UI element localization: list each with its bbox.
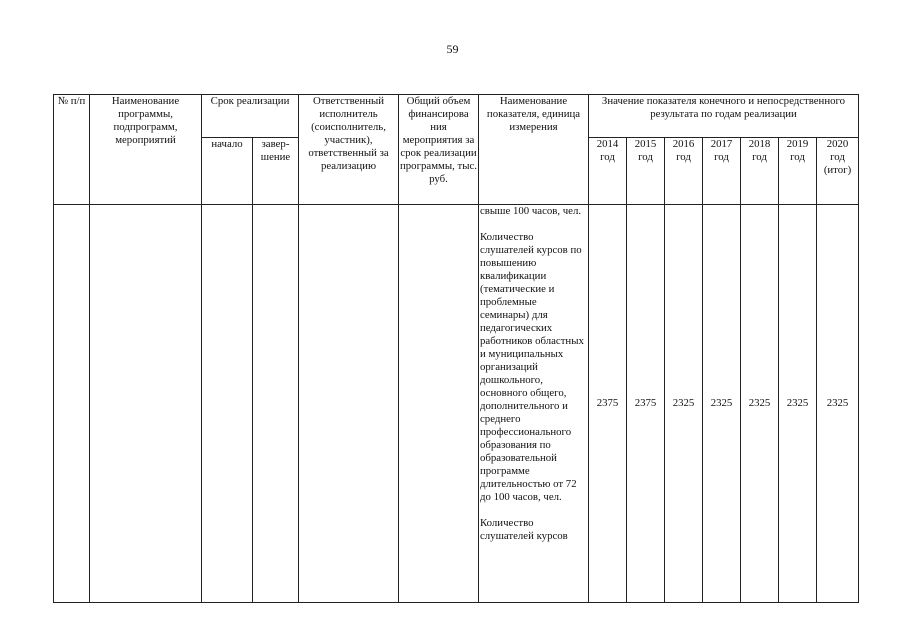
indicator-text-3: Количество слушателей курсов: [480, 517, 568, 542]
value-2019: 2325: [779, 205, 817, 603]
page-number: 59: [446, 42, 459, 56]
year-2018: 2018 год: [741, 138, 779, 205]
header-name: Наименование программы, подпрограмм, мероприятий: [90, 95, 202, 205]
cell-end: [253, 205, 299, 603]
value-2018: 2325: [741, 205, 779, 603]
cell-no: [54, 205, 90, 603]
header-executor: Ответственный исполнитель (соисполнитель, участник), ответственный за реализацию: [299, 95, 399, 205]
year-2019: 2019 год: [779, 138, 817, 205]
value-2015: 2375: [627, 205, 665, 603]
year-2017: 2017 год: [703, 138, 741, 205]
value-2020: 2325: [817, 205, 859, 603]
year-2016: 2016 год: [665, 138, 703, 205]
value-2014: 2375: [589, 205, 627, 603]
header-indicator: Наименование показателя, единица измерения: [479, 95, 589, 205]
program-table: [53, 94, 859, 603]
header-start: начало: [202, 138, 253, 205]
cell-name: [90, 205, 202, 603]
header-end: завер-шение: [253, 138, 299, 205]
cell-executor: [299, 205, 399, 603]
value-2017: 2325: [703, 205, 741, 603]
cell-funding: [399, 205, 479, 603]
header-no: № п/п: [54, 95, 90, 205]
header-values: Значение показателя конечного и непосредственного результата по годам реализации: [589, 95, 859, 138]
year-2015: 2015 год: [627, 138, 665, 205]
indicator-text-2: Количество слушателей курсов по повышению квалификации (тематические и проблемные семинары) для педагогических работников областных и муниципальных организаций дошкольного, основного общего, дополнительного и среднего профессионального образования по образовательной программе длительностью от 72 до 100 часов, чел.: [480, 231, 584, 503]
year-2014: 2014 год: [589, 138, 627, 205]
cell-start: [202, 205, 253, 603]
value-2016: 2325: [665, 205, 703, 603]
year-2020: 2020 год (итог): [817, 138, 859, 205]
header-period: Срок реализации: [202, 95, 299, 138]
indicator-text-1: свыше 100 часов, чел.: [480, 205, 582, 217]
cell-indicator: [479, 205, 589, 603]
header-funding: Общий объем финансирова ния мероприятия за срок реализации программы, тыс. руб.: [399, 95, 479, 205]
